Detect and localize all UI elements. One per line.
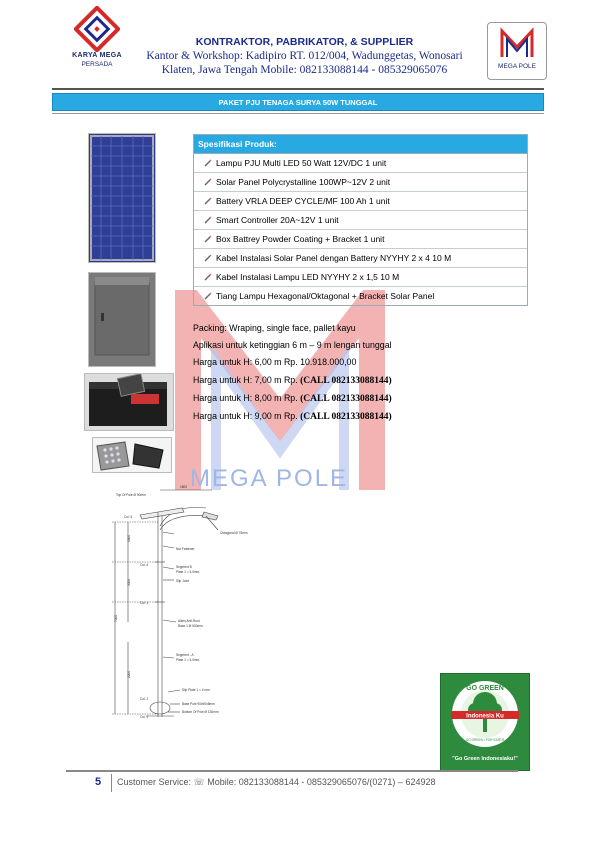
spec-item-text: Lampu PJU Multi LED 50 Watt 12V/DC 1 unit (216, 158, 387, 168)
spec-item-text: Smart Controller 20A~12V 1 unit (216, 215, 339, 225)
mega-pole-logo (487, 22, 547, 80)
drawing-dim-top: 1800 (127, 534, 131, 542)
price-8m (193, 390, 523, 408)
pencil-icon (204, 178, 212, 186)
go-green-badge (440, 673, 530, 771)
drawing-octagonal: Octagonal Ø 76mm (220, 531, 248, 535)
drawing-col5: Col. 5 (124, 515, 133, 519)
go-green-emblem (441, 674, 529, 770)
address-line-1: Kantor & Workshop: Kadipiro RT. 012/004, Wadunggetas, Wonosari (146, 50, 463, 62)
price-9m-label: Harga untuk H: 9,00 m Rp. (193, 411, 298, 422)
price-8m-label: Harga untuk H: 8,00 m Rp. (193, 392, 298, 403)
drawing-dim-total: 7000 (114, 614, 118, 622)
drawing-nut: Nut Fastener (176, 547, 195, 551)
aplikasi-text: Aplikasi untuk ketinggian 6 m – 9 m lengan tunggal (193, 340, 392, 351)
header-divider (52, 88, 544, 90)
drawing-segment-a: Segment - A (176, 653, 194, 657)
product-info (193, 320, 523, 426)
call-number: (CALL 082133088144) (300, 375, 392, 386)
drawing-top-label: Top Of Pole Ø 90mm (116, 493, 146, 497)
spec-item-text: Kabel Instalasi Lampu LED NYYHY 2 x 1,5 10 M (216, 272, 400, 282)
spec-item-text: Kabel Instalasi Solar Panel dengan Battery NYYHY 2 x 4 10 M (216, 253, 452, 263)
price-6m: Harga untuk H: 6,00 m Rp. 10.918.000,00 (193, 357, 357, 368)
drawing-width-label: 1800 (180, 485, 188, 489)
pencil-icon (204, 273, 212, 281)
pencil-icon (204, 254, 212, 262)
spec-item-text: Box Battrey Powder Coating + Bracket 1 unit (216, 234, 385, 244)
drawing-slip-joint: Slip Joint (176, 579, 189, 583)
spec-item-text: Tiang Lampu Hexagonal/Oktagonal + Bracket Solar Panel (216, 291, 435, 301)
spec-item (194, 249, 527, 268)
spec-item (194, 268, 527, 287)
spec-item (194, 211, 527, 230)
page-number: 5 (95, 776, 102, 788)
drawing-col4: Col. 4 (140, 563, 149, 567)
drawing-base-plate: Slip Plate 1 = 4 mm (182, 688, 210, 692)
solar-panel-photo (88, 133, 156, 263)
drawing-segment-b: Segment B (176, 565, 192, 569)
title-divider (52, 113, 544, 114)
drawing-col1: Col. 1 (140, 715, 149, 719)
spec-heading: Spesifikasi Produk: (194, 135, 527, 154)
badge-slogan: "Go Green Indonesiaku!" (452, 756, 518, 762)
battery-box-image (89, 273, 155, 366)
call-number: (CALL 082133088144) (300, 412, 392, 423)
customer-service: Customer Service: ☏ Mobile: 082133088144 - 085329065076/(0271) – 624928 (117, 777, 436, 787)
pencil-icon (204, 235, 212, 243)
pencil-icon (204, 292, 212, 300)
solar-panel-image (89, 134, 155, 262)
drawing-col3: Col. 3 (140, 601, 149, 605)
footer-separator (111, 774, 112, 792)
drawing-plate-b: Plate 1 = 4,0mm (176, 570, 200, 574)
battery-photo (84, 373, 174, 431)
pencil-icon (204, 216, 212, 224)
drawing-col2: Col. 2 (140, 697, 149, 701)
drawing-dim-low: 2000 (127, 670, 131, 678)
badge-arc-bottom: GO GREEN • FOR EARTH (465, 738, 505, 742)
spec-item-text: Solar Panel Polycrystalline 100WP~12V 2 unit (216, 177, 391, 187)
address-line-2: Klaten, Jawa Tengah Mobile: 082133088144 - 085329065076 (161, 64, 448, 76)
brand-right-label: MEGA POLE (498, 63, 536, 70)
pencil-icon (204, 197, 212, 205)
packing-text: Packing: Wraping, single face, pallet kayu (193, 323, 356, 333)
drawing-anti-rust: Alkes Anti-Rust (178, 619, 200, 623)
call-number: (CALL 082133088144) (300, 393, 392, 404)
spec-item (194, 173, 527, 192)
badge-ribbon: Indonesia Ku (466, 713, 504, 720)
spec-item (194, 154, 527, 173)
brand-left-line1: KARYA MEGA (72, 52, 122, 59)
company-title: KONTRAKTOR, PABRIKATOR, & SUPPLIER (195, 36, 414, 48)
footer-divider (66, 770, 518, 772)
company-logo (66, 6, 128, 84)
price-7m (193, 372, 523, 390)
spec-item-text: Battery VRLA DEEP CYCLE/MF 100 Ah 1 unit (216, 196, 390, 206)
drawing-dim-mid: 3000 (127, 578, 131, 586)
mega-pole-logo-mark (498, 27, 536, 59)
spec-item (194, 287, 527, 305)
battery-image (85, 374, 173, 430)
drawing-base-pole: Base Pole 90x90x8mm (182, 702, 215, 706)
battery-box-photo (88, 272, 156, 367)
price-7m-label: Harga untuk H: 7,00 m Rp. (193, 374, 298, 385)
pole-technical-drawing (100, 482, 350, 730)
price-9m (193, 408, 523, 426)
badge-arc-top: GO GREEN (466, 685, 504, 692)
spec-item (194, 192, 527, 211)
led-lamp-photo (92, 437, 172, 473)
watermark-text: MEGA POLE (190, 465, 349, 492)
led-lamp-image (93, 438, 171, 472)
brand-left-line2: PERSADA (81, 61, 113, 68)
karya-mega-logo-mark (74, 6, 120, 52)
package-title-bar: PAKET PJU TENAGA SURYA 50W TUNGGAL (52, 93, 544, 111)
pencil-icon (204, 159, 212, 167)
drawing-base: Base 1 Ø 500mm (178, 624, 203, 628)
spec-table (193, 134, 528, 306)
drawing-bottom: Bottom Of Pole Ø 130mm (182, 710, 219, 714)
spec-item (194, 230, 527, 249)
drawing-plate-a: Plate 1 = 4,0mm (176, 658, 200, 662)
